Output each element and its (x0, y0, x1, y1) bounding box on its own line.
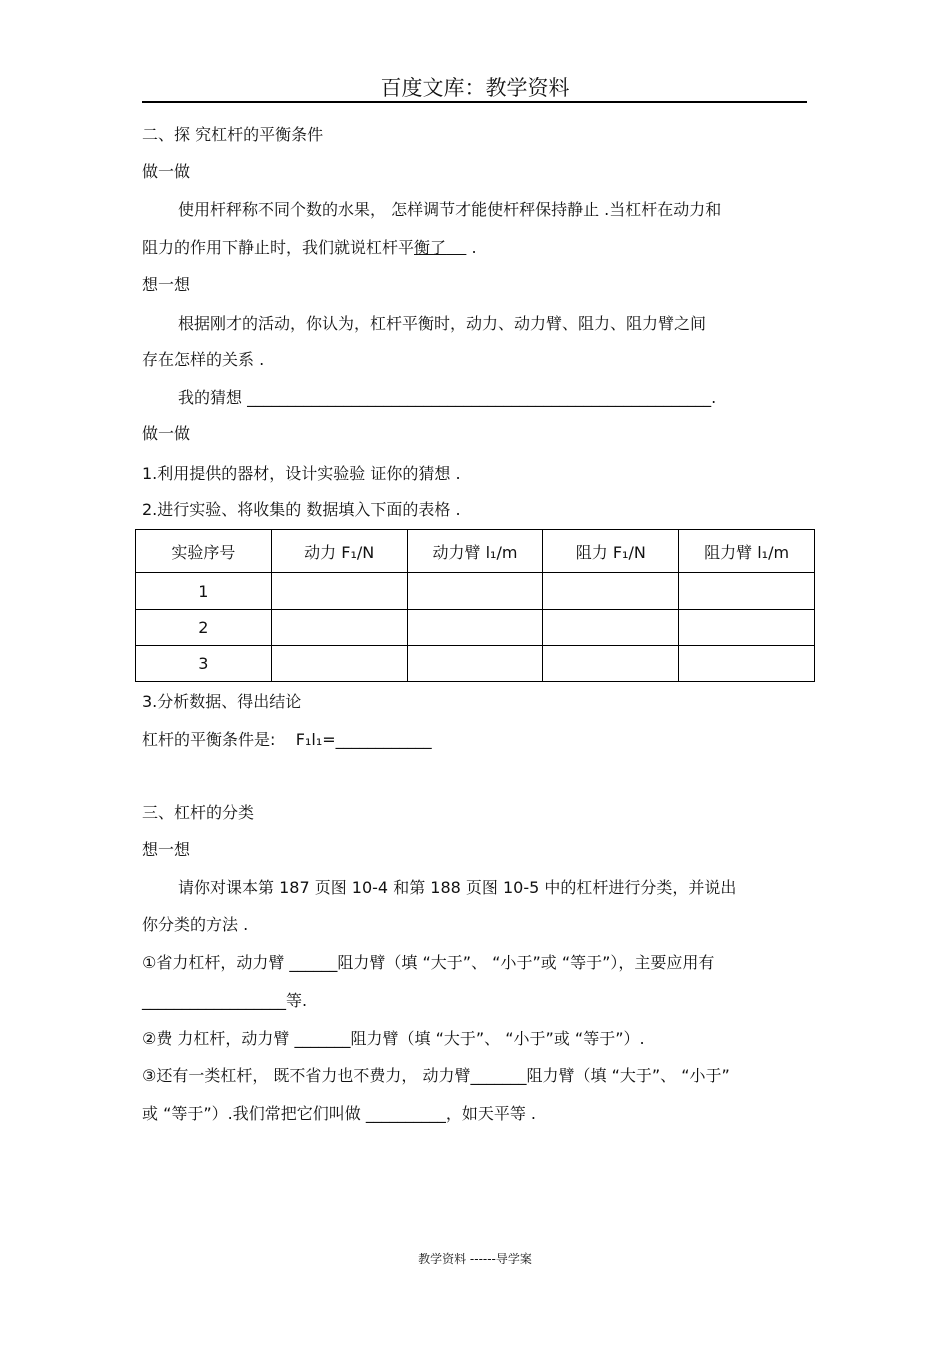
data-table (135, 529, 815, 682)
label-zuo-yi-zuo-2: 做一做 (142, 424, 191, 443)
paragraph-2-suffix: . (466, 238, 477, 257)
paragraph-3: 根据刚才的活动，你认为，杠杆平衡时，动力、动力臂、阻力、阻力臂之间 (178, 314, 707, 333)
table-cell (679, 645, 815, 681)
page-title: 百度文库：教学资料 (380, 76, 570, 100)
balance-condition (142, 730, 432, 750)
table-cell (679, 573, 815, 609)
row-number: 3 (136, 645, 272, 681)
label-zuo-yi-zuo-1: 做一做 (142, 162, 191, 181)
table-cell (543, 573, 679, 609)
item-1: ①省力杠杆，动力臂 ______阻力臂（填 “大于”、 “小于”或 “等于”），主要应用有 (142, 953, 715, 972)
section3-paragraph-1: 请你对课本第 187 页图 10-4 和第 188 页图 10-5 中的杠杆进行分类，并说出 (178, 878, 737, 897)
table-header: 动力 F₁/N (271, 530, 407, 573)
table-row (136, 609, 815, 645)
page-footer: 教学资料 ------导学案 (418, 1252, 532, 1266)
table-header: 阻力 F₁/N (543, 530, 679, 573)
table-header: 动力臂 l₁/m (407, 530, 543, 573)
table-cell (271, 573, 407, 609)
table-cell (543, 645, 679, 681)
balance-condition-formula: F₁l₁=____________ (295, 730, 432, 749)
item-3: ③还有一类杠杆， 既不省力也不费力， 动力臂_______阻力臂（填 “大于”、 “小于” (142, 1066, 730, 1085)
section3-paragraph-2: 你分类的方法 . (142, 915, 249, 934)
table-cell (407, 609, 543, 645)
item-3-continued: 或 “等于”）.我们常把它们叫做 __________，如天平等 . (142, 1104, 537, 1123)
item-2: ②费 力杠杆，动力臂 _______阻力臂（填 “大于”、 “小于”或 “等于”）. (142, 1029, 645, 1048)
label-xiang-yi-xiang-2: 想一想 (142, 840, 191, 859)
section3-title: 三、杠杆的分类 (142, 803, 255, 822)
paragraph-2-prefix: 阻力的作用下静止时，我们就说杠杆平 (142, 238, 415, 257)
paragraph-1: 使用杆秤称不同个数的水果， 怎样调节才能使杆秤保持静止 .当杠杆在动力和 (178, 200, 722, 219)
label-xiang-yi-xiang-1: 想一想 (142, 275, 191, 294)
section2-title: 二、探 究杠杆的平衡条件 (142, 125, 324, 144)
table-header: 实验序号 (136, 530, 272, 573)
balance-condition-label: 杠杆的平衡条件是: (142, 730, 276, 749)
header-rule (142, 101, 807, 103)
step-3: 3.分析数据、得出结论 (142, 692, 302, 711)
table-cell (407, 645, 543, 681)
table-row (136, 573, 815, 609)
table-header: 阻力臂 l₁/m (679, 530, 815, 573)
table-cell (679, 609, 815, 645)
row-number: 2 (136, 609, 272, 645)
guess-line: 我的猜想 __________________________________________________________. (178, 388, 717, 407)
table-row (136, 645, 815, 681)
table-cell (407, 573, 543, 609)
step-2: 2.进行实验、将收集的 数据填入下面的表格 . (142, 500, 461, 519)
answer-filled: 衡了 (414, 238, 447, 257)
table-header-row (136, 530, 815, 573)
item-1-continued: __________________等. (142, 991, 308, 1010)
paragraph-4: 存在怎样的关系 . (142, 350, 265, 369)
table-cell (271, 645, 407, 681)
table-cell (271, 609, 407, 645)
step-1: 1.利用提供的器材，设计实验验 证你的猜想 . (142, 464, 461, 483)
row-number: 1 (136, 573, 272, 609)
table-cell (543, 609, 679, 645)
paragraph-2 (142, 238, 477, 258)
